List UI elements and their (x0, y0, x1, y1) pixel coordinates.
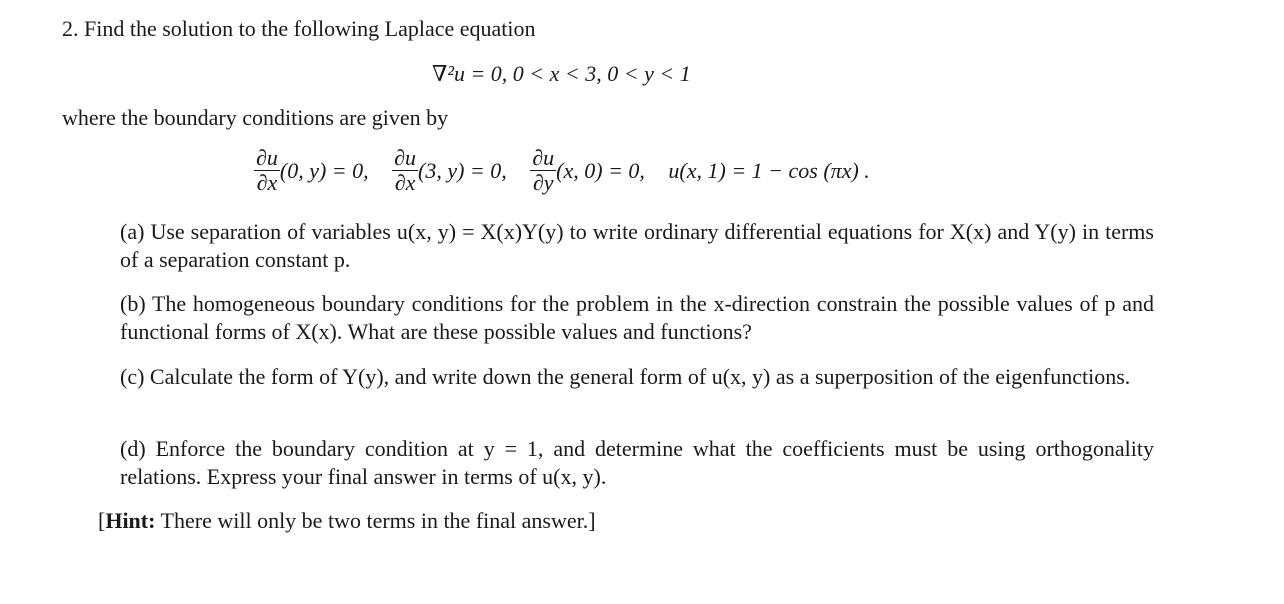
hint (98, 507, 596, 535)
problem-title: 2. Find the solution to the following Laplace equation (62, 16, 536, 41)
part-b: (b) The homogeneous boundary conditions for the problem in the x-direction constrain the possible values of p and functional forms of X(x). What are these possible values and functions? (120, 291, 1154, 344)
partial-fraction: $\frac{\partial u}{\partial x}$ (256, 145, 278, 195)
part-d: (d) Enforce the boundary condition at y = 1, and determine what the coefficients must be using orthogonality relations. Express your final answer in terms of u(x, y). (120, 436, 1154, 489)
bc-dudx-at-0: $\frac{\partial u}{\partial x}$ (0, y) = 0, (256, 145, 369, 195)
hint-label: Hint: (105, 508, 156, 533)
boundary-conditions (254, 146, 888, 206)
part-a: (a) Use separation of variables u(x, y) = X(x)Y(y) to write ordinary differential equations for X(x) and Y(y) in terms of a separation constant p. (120, 219, 1154, 272)
hint-open-bracket: [ (98, 508, 106, 533)
boundary-intro-text: where the boundary conditions are given by (62, 105, 449, 130)
bc-u-at-y1: u(x, 1) = 1 − cos (πx) . (668, 157, 870, 183)
partial-fraction: $\frac{\partial u}{\partial x}$ (394, 145, 417, 195)
partial-fraction: $\frac{\partial u}{\partial y}$ (532, 145, 555, 195)
hint-text: There will only be two terms in the final answer.] (155, 508, 596, 533)
laplace-equation: ∇²u = 0, 0 < x < 3, 0 < y < 1 (432, 61, 691, 86)
bc-dudx-at-3: $\frac{\partial u}{\partial x}$ (3, y) = 0, (394, 145, 507, 195)
bc-dudy-at-0: $\frac{\partial u}{\partial y}$ (x, 0) = 0, (532, 145, 645, 195)
part-c: (c) Calculate the form of Y(y), and write down the general form of u(x, y) as a superposition of the eigenfunctions. (120, 364, 1131, 389)
